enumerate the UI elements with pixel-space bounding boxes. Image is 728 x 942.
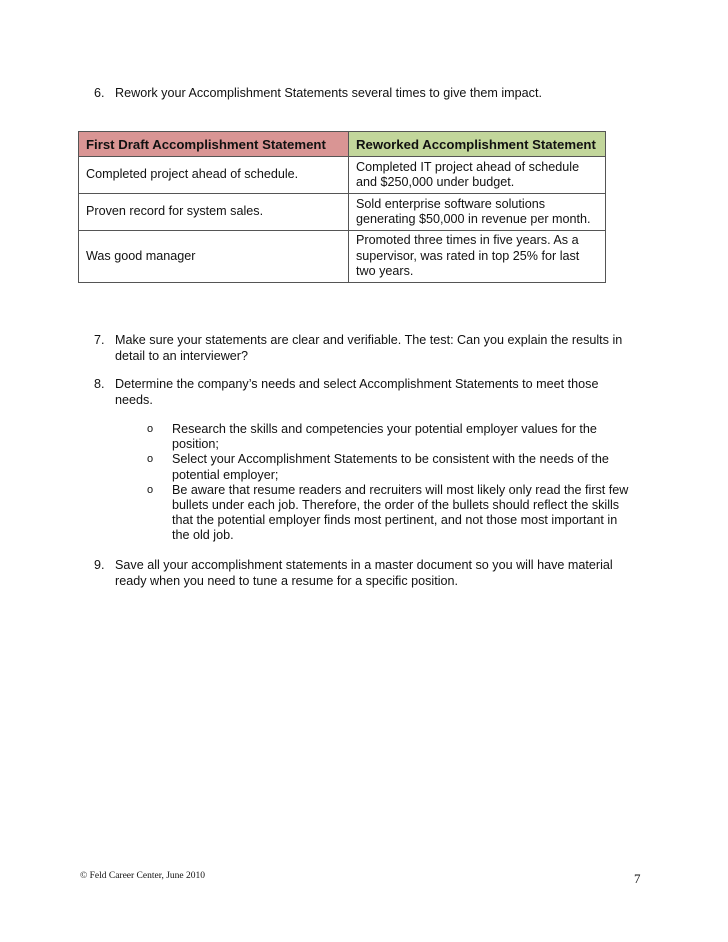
circle-bullet-icon: o [147, 453, 154, 466]
cell-reworked: Sold enterprise software solutions generating $50,000 in revenue per month. [349, 194, 606, 231]
sub-bullet-text: Select your Accomplishment Statements to be consistent with the needs of the potential employer; [172, 452, 609, 482]
cell-reworked: Promoted three times in five years. As a supervisor, was rated in top 25% for last two years. [349, 231, 606, 283]
sub-bullet-item [147, 483, 637, 544]
list-text: Determine the company’s needs and select Accomplishment Statements to meet those needs. [115, 377, 599, 407]
list-text: Rework your Accomplishment Statements several times to give them impact. [115, 86, 542, 100]
header-first-draft: First Draft Accomplishment Statement [79, 132, 349, 157]
table-header-row [79, 132, 606, 157]
list-number: 7. [94, 333, 105, 347]
cell-first-draft: Proven record for system sales. [79, 194, 349, 231]
circle-bullet-icon: o [147, 483, 154, 496]
sub-bullet-text: Be aware that resume readers and recruiters will most likely only read the first few bullets under each job. Therefore, the order of the bullets should reflect the skills that the potential employer finds most pertinent, and not those most important in the old job. [172, 482, 629, 543]
sub-bullet-item [147, 422, 637, 452]
footer-copyright: © Feld Career Center, June 2010 [80, 871, 206, 881]
page-number: 7 [634, 871, 641, 886]
cell-first-draft: Was good manager [79, 231, 349, 283]
cell-reworked: Completed IT project ahead of schedule and $250,000 under budget. [349, 157, 606, 194]
list-number: 6. [94, 86, 105, 100]
table-row [79, 231, 606, 283]
header-reworked: Reworked Accomplishment Statement [349, 132, 606, 157]
table-row [79, 157, 606, 194]
sub-bullet-list [147, 422, 637, 544]
sub-bullet-text: Research the skills and competencies your potential employer values for the position; [172, 422, 597, 452]
table-row [79, 194, 606, 231]
list-number: 9. [94, 558, 105, 572]
list-text: Make sure your statements are clear and verifiable. The test: Can you explain the results in detail to an interviewer? [115, 333, 623, 363]
sub-bullet-item [147, 452, 637, 482]
circle-bullet-icon: o [147, 423, 154, 435]
accomplishment-table [78, 131, 606, 283]
cell-first-draft: Completed project ahead of schedule. [79, 157, 349, 194]
list-number: 8. [94, 377, 105, 391]
list-text: Save all your accomplishment statements in a master document so you will have material ready when you need to tune a resume for a specific position. [115, 558, 613, 588]
